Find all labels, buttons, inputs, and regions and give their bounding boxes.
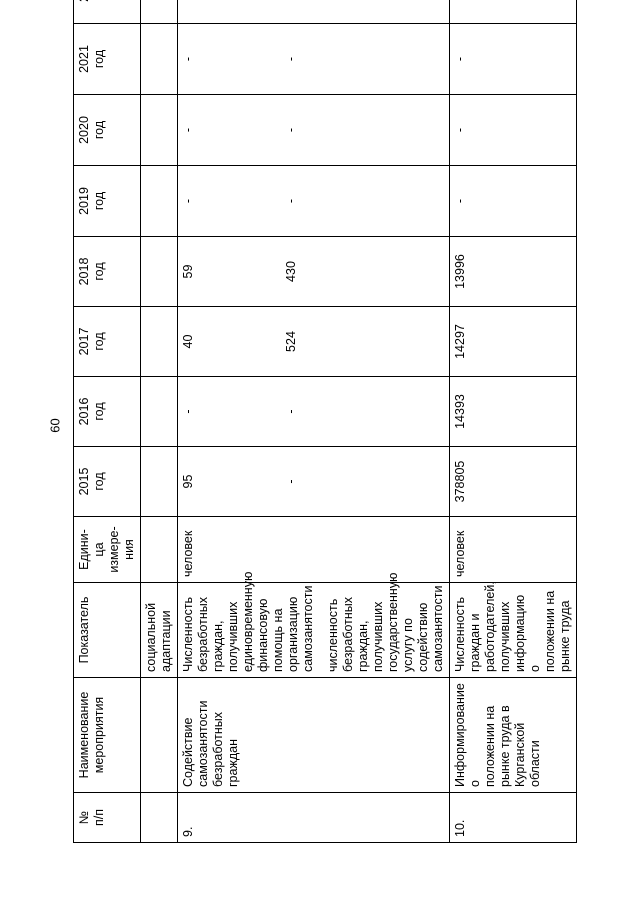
row10-value: - <box>450 95 577 166</box>
row9-year-cell <box>178 307 450 377</box>
row10-value: 378805 <box>450 447 577 517</box>
header-year: 2020 год <box>74 95 141 166</box>
header-indicator: Показатель <box>74 583 141 678</box>
row10-num: 10. <box>450 793 577 843</box>
row10-measure-name: Информирование о положении на рынке труда в Курганской области <box>450 678 577 793</box>
header-year: 2021 год <box>74 24 141 95</box>
row9-year-cell <box>178 0 450 24</box>
row9-value-b: - <box>284 127 298 133</box>
row10-indicator: Численность граждан и работодателей, получивших информацию о положении на рынке труда <box>450 583 577 678</box>
row9-value-a: 95 <box>181 474 195 489</box>
header-year: 2015 год <box>74 447 141 517</box>
table-container <box>73 0 572 843</box>
header-year <box>74 0 141 24</box>
row9-indicator-a: Численность безработных граждан, получивших единовременную финансовую помощь на организацию самозанятости <box>181 571 315 672</box>
row9-measure-name: Содействие самозанятости безработных граждан <box>178 678 450 793</box>
row9-value-b: - <box>284 479 298 484</box>
table-cell <box>141 307 178 377</box>
row9-year-cell <box>178 447 450 517</box>
row9-value-a: 59 <box>181 264 195 279</box>
table-row-10 <box>450 0 577 843</box>
row9-value-a: - <box>181 409 195 414</box>
table-cell <box>141 377 178 447</box>
header-unit: Едини- ца измере- ния <box>74 517 141 583</box>
row9-value-a: - <box>181 56 195 62</box>
table-row-9 <box>178 0 450 843</box>
row9-num: 9. <box>178 793 450 843</box>
header-year: 2019 год <box>74 166 141 237</box>
row9-value-b: 430 <box>284 261 298 282</box>
row9-unit: человек <box>178 517 450 583</box>
row9-value-b: - <box>284 56 298 62</box>
table-cell <box>141 0 178 24</box>
table-cell <box>141 237 178 307</box>
table-cell <box>141 447 178 517</box>
row10-value <box>450 0 577 24</box>
table-cell <box>141 95 178 166</box>
row9-value-b: - <box>284 198 298 204</box>
measures-table <box>73 0 577 843</box>
row9-year-cell <box>178 24 450 95</box>
row9-year-cell <box>178 95 450 166</box>
row9-value-b <box>284 0 299 18</box>
row9-value-a: - <box>181 127 195 133</box>
table-cell <box>141 166 178 237</box>
row10-value: - <box>450 24 577 95</box>
row10-unit: человек <box>450 517 577 583</box>
table-cell <box>141 24 178 95</box>
header-year: 2016 год <box>74 377 141 447</box>
row10-value: 13996 <box>450 237 577 307</box>
continuation-indicator: социальной адаптации <box>141 583 178 678</box>
header-measure-name: Наименование мероприятия <box>74 678 141 793</box>
row9-value-a: 40 <box>181 334 195 349</box>
page-number: 60 <box>47 418 63 433</box>
row9-indicators <box>178 571 450 678</box>
row9-year-cell <box>178 237 450 307</box>
header-year: 2018 год <box>74 237 141 307</box>
row9-year-cell <box>178 377 450 447</box>
row9-year-cell <box>178 166 450 237</box>
header-year: 2017 год <box>74 307 141 377</box>
row9-value-b: 524 <box>284 331 298 352</box>
row9-value-b: - <box>284 409 298 414</box>
row10-value: 14297 <box>450 307 577 377</box>
row10-value: - <box>450 166 577 237</box>
row10-value: 14393 <box>450 377 577 447</box>
header-row <box>74 0 141 843</box>
row9-indicator-b: численность безработных граждан, получивших государственную услугу по содействию самозанятости <box>326 572 445 672</box>
table-row-continuation <box>141 0 178 843</box>
table-cell <box>141 678 178 793</box>
table-cell <box>141 793 178 843</box>
row9-value-a: - <box>181 198 195 204</box>
table-cell <box>141 517 178 583</box>
header-num: № п/п <box>74 793 141 843</box>
